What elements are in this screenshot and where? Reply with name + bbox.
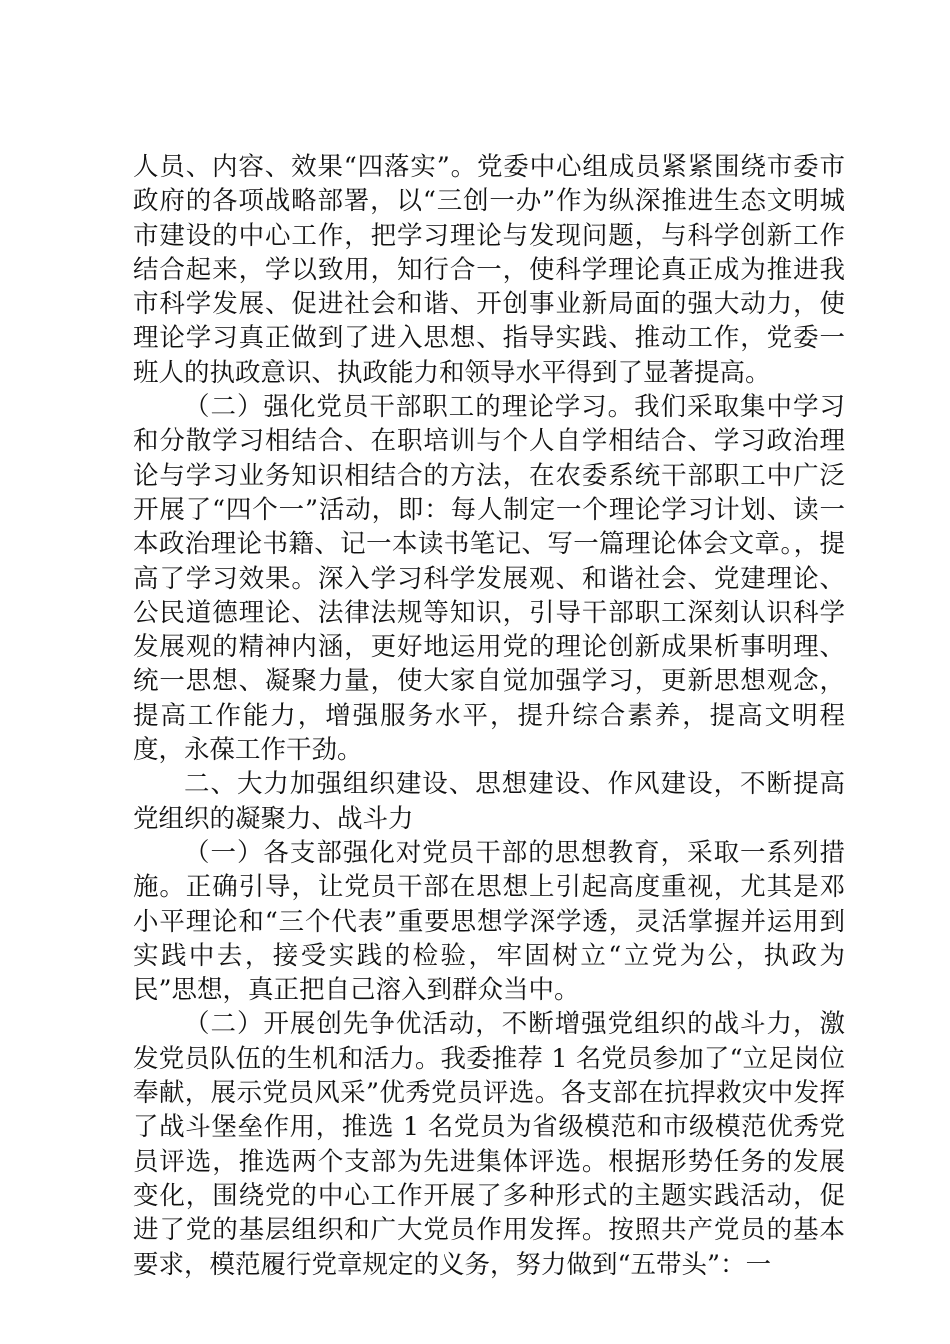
section-heading-organization-building: 二、大力加强组织建设、思想建设、作风建设，不断提高党组织的凝聚力、战斗力 — [133, 769, 845, 834]
document-page — [133, 150, 845, 1282]
paragraph-ideological-education: （一）各支部强化对党员干部的思想教育，采取一系列措施。正确引导，让党员干部在思想上引起高度重视，尤其是邓小平理论和“三个代表”重要思想学深学透，灵活掌握并运用到实践中去，接受实践的检验，牢固树立“立党为公，执政为民”思想，真正把自己溶入到群众当中。 — [133, 837, 845, 1006]
paragraph-theory-study: （二）强化党员干部职工的理论学习。我们采取集中学习和分散学习相结合、在职培训与个人自学相结合、学习政治理论与学习业务知识相结合的方法，在农委系统干部职工中广泛开展了“四个一”活动，即：每人制定一个理论学习计划、读一本政治理论书籍、记一本读书笔记、写一篇理论体会文章。，提高了学习效果。深入学习科学发展观、和谐社会、党建理论、公民道德理论、法律法规等知识，引导干部职工深刻认识科学发展观的精神内涵，更好地运用党的理论创新成果析事明理、统一思想、凝聚力量，使大家自觉加强学习，更新思想观念，提高工作能力，增强服务水平，提升综合素养，提高文明程度，永葆工作干劲。 — [133, 392, 845, 766]
paragraph-implementation-summary: 人员、内容、效果“四落实”。党委中心组成员紧紧围绕市委市政府的各项战略部署，以“三创一办”作为纵深推进生态文明城市建设的中心工作，把学习理论与发现问题，与科学创新工作结合起来，学以致用，知行合一，使科学理论真正成为推进我市科学发展、促进社会和谐、开创事业新局面的强大动力，使理论学习真正做到了进入思想、指导实践、推动工作，党委一班人的执政意识、执政能力和领导水平得到了显著提高。 — [133, 152, 845, 388]
paragraph-excellence-activities: （二）开展创先争优活动，不断增强党组织的战斗力，激发党员队伍的生机和活力。我委推荐 1 名党员参加了“立足岗位奉献，展示党员风采”优秀党员评选。各支部在抗捍救灾中发挥了战斗堡垒作用，推选 1 名党员为省级模范和市级模范优秀党员评选，推选两个支部为先进集体评选。根据形势任务的发展变化，围绕党的中心工作开展了多种形式的主题实践活动，促进了党的基层组织和广大党员作用发挥。按照共产党员的基本要求，模范履行党章规定的义务，努力做到“五带头”：一 — [133, 1009, 845, 1280]
